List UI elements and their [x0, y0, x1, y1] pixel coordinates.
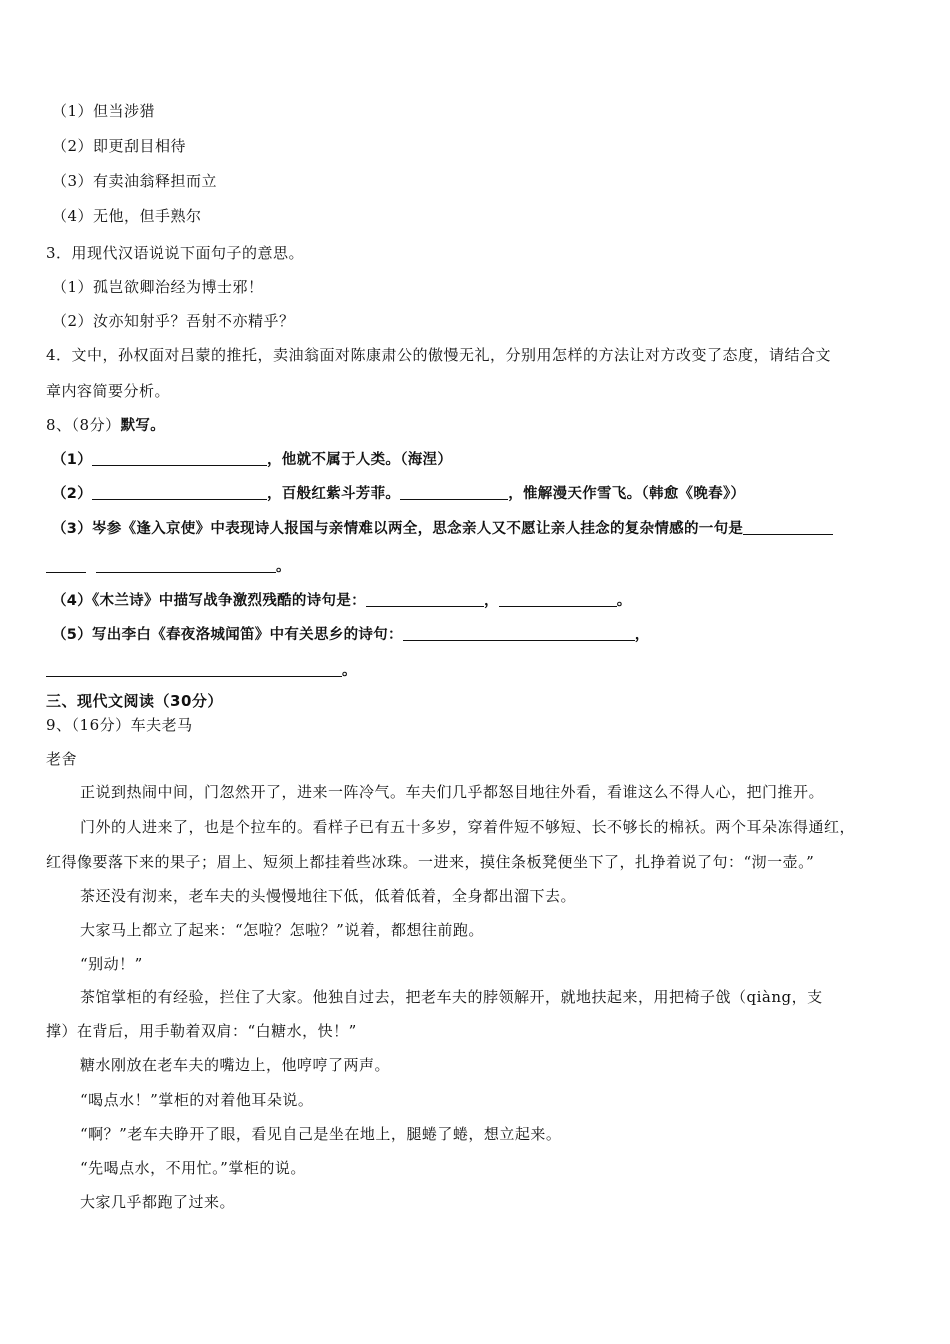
paragraph: 门外的人进来了，也是个拉车的。看样子已有五十多岁，穿着件短不够短、长不够长的棉袄。两个耳朵冻得通红，	[80, 818, 856, 836]
fill-item-4	[52, 590, 632, 611]
sentence-item: （1）孤岂欲卿治经为博士邪！	[52, 278, 264, 296]
author: 老舍	[46, 750, 78, 768]
item-prefix: （2）	[52, 486, 92, 502]
answer-blank[interactable]	[403, 624, 635, 641]
answer-blank[interactable]	[46, 556, 86, 573]
answer-blank[interactable]	[96, 556, 276, 573]
item-text: ，	[483, 593, 499, 609]
fill-item-1	[52, 449, 452, 470]
question-9-title: 9、（16分）车夫老马	[46, 716, 193, 734]
section-title: 三、现代文阅读（30分）	[46, 692, 223, 710]
paragraph: “别动！”	[80, 955, 143, 973]
paragraph: 糖水刚放在老车夫的嘴边上，他哼哼了两声。	[80, 1056, 391, 1074]
answer-blank[interactable]	[400, 483, 508, 500]
word-item: （3）有卖油翁释担而立	[52, 172, 218, 190]
paragraph: 大家几乎都跑了过来。	[80, 1193, 236, 1211]
paragraph: 正说到热闹中间，门忽然开了，进来一阵冷气。车夫们几乎都怒目地往外看，看谁这么不得人心，把门推开。	[80, 783, 825, 801]
answer-blank[interactable]	[743, 518, 833, 535]
question-title: 默写。	[120, 418, 165, 434]
question-8-header	[46, 415, 165, 436]
paragraph: 红得像要落下来的果子；眉上、短须上都挂着些冰珠。一进来，摸住条板凳便坐下了，扎挣着说了句：“沏一壶。”	[46, 853, 815, 871]
paragraph: 撑）在背后，用手勒着双肩：“白糖水，快！”	[46, 1022, 357, 1040]
word-item: （2）即更刮目相待	[52, 137, 187, 155]
question-4-line1: 4．文中，孙权面对吕蒙的推托，卖油翁面对陈康肃公的傲慢无礼，分别用怎样的方法让对方改变了态度，请结合文	[46, 346, 832, 364]
answer-blank[interactable]	[92, 483, 267, 500]
item-text: ，百般红紫斗芳菲。	[267, 486, 401, 502]
sentence-item: （2）汝亦知射乎？吾射不亦精乎？	[52, 312, 295, 330]
item-text: （3）岑参《逢入京使》中表现诗人报国与亲情难以两全，思念亲人又不愿让亲人挂念的复杂情感的一句是	[52, 521, 744, 537]
word-item: （4）无他，但手熟尔	[52, 207, 202, 225]
fill-item-3-cont	[46, 556, 291, 577]
answer-blank[interactable]	[499, 590, 617, 607]
paragraph: “啊？”老车夫睁开了眼，看见自己是坐在地上，腿蜷了蜷，想立起来。	[80, 1125, 562, 1143]
item-text: 。	[276, 559, 291, 575]
fill-item-5-cont	[46, 660, 357, 681]
item-text: （5）写出李白《春夜洛城闻笛》中有关思乡的诗句：	[52, 627, 403, 643]
item-text: ，	[634, 627, 650, 643]
word-item: （1）但当涉猎	[52, 102, 156, 120]
answer-blank[interactable]	[92, 449, 267, 466]
item-text: ，他就不属于人类。（海涅）	[267, 452, 453, 468]
item-text: （4）《木兰诗》中描写战争激烈残酷的诗句是：	[52, 593, 366, 609]
item-text: 。	[342, 663, 357, 679]
fill-item-5	[52, 624, 650, 645]
item-text: ，惟解漫天作雪飞。（韩愈《晚春》）	[508, 486, 746, 502]
fill-item-3	[52, 518, 833, 539]
answer-blank[interactable]	[46, 660, 342, 677]
question-3: 3．用现代汉语说说下面句子的意思。	[46, 244, 305, 262]
paragraph: 茶馆掌柜的有经验，拦住了大家。他独自过去，把老车夫的脖领解开，就地扶起来，用把椅子戗（qiàng，支	[80, 988, 823, 1006]
paragraph: 茶还没有沏来，老车夫的头慢慢地往下低，低着低着，全身都出溜下去。	[80, 887, 577, 905]
paragraph: “先喝点水，不用忙。”掌柜的说。	[80, 1159, 306, 1177]
question-4-line2: 章内容简要分析。	[46, 382, 171, 400]
item-prefix: （1）	[52, 452, 92, 468]
question-number: 8、（8分）	[46, 416, 121, 434]
paragraph: 大家马上都立了起来：“怎啦？怎啦？”说着，都想往前跑。	[80, 921, 484, 939]
fill-item-2	[52, 483, 745, 504]
item-text: 。	[616, 593, 632, 609]
answer-blank[interactable]	[366, 590, 484, 607]
paragraph: “喝点水！”掌柜的对着他耳朵说。	[80, 1091, 314, 1109]
